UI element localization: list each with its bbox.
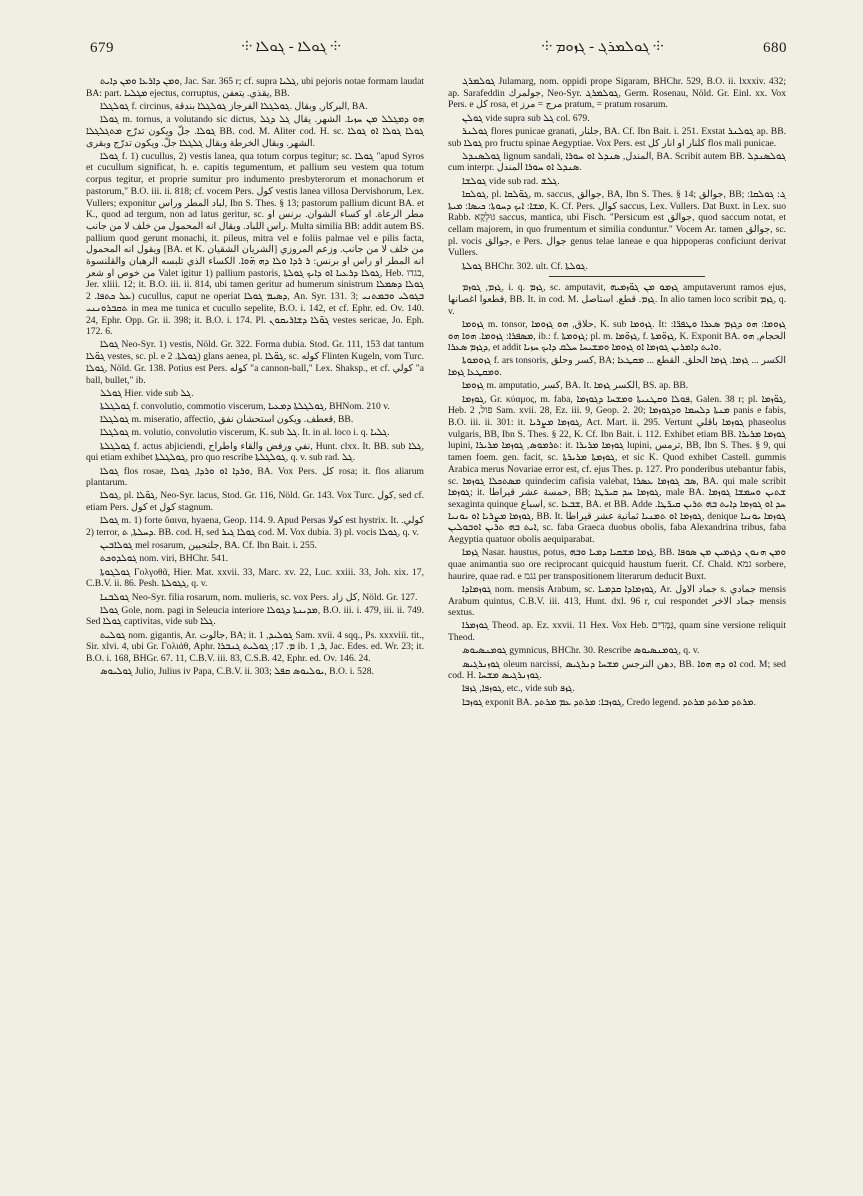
dictionary-entry: ܓܘܠܐ flos rosae, ܘܪܕܐ ܐܘ ܘܪܕܐ, ܓܘܠܐ, BA. Vox Pers. كل rosa; it. flos aliarum plantarum. [86, 465, 424, 489]
section-divider [549, 276, 704, 277]
dictionary-entry: ܓܘܠܩܐ, pl. ܓܘ̈ܠܩܐ, m. saccus, جوالق, BA, Ibn S. Thes. § 14; جوالق, BB; ܓ: ܓܘܠܩܐ: ܡܫܐ: ܐܝܟ ܕܚܘܬܐ: ܟܝܣܐ: ܡܝܬܐ, K. Cf. Pers. كوال saccus, Lex. Vullers. Dat Buxt. in Lex. suo Rabb. גּוּלְקָא saccus, mantica, ubi Fisch. "Persicum est جوالق, quod saccum notat, et cellam majorem, in quo frumentum et similia conduntur." Vocem Ar. tamen جوالق, sc. pl. vocis جوالق, e Pers. جوال genus telae laneae e qua hippoperas conficiunt derivat Vullers. [448, 188, 786, 259]
dictionary-entry: ܓܘܠܬܐ BHChr. 302. ult. Cf. ܓܘܠܬܐ. [462, 260, 588, 272]
dictionary-entry: ܓܘܙܡܐ, Gr. κύαμος, m. faba, ܦܘܠܐ ܘܩܛܢܝܬܐ ܘܡܫܚܐ ܕܓܘܙܡܐ, Galen. 38 r; pl. ܓܘ̈ܙܡܐ, Heb. פול, 2 Sam. xvii. 28, Ez. iii. 9, Geop. 2. 20; ܡܢܬܐ ܕܠܚܡܐ ܘܕܓܘܙܡܐ panis e fabis, B.O. iii. ii. 301: it. ܓܘܙܡܐ ܡܨܪܝܐ, Act. Mart. ii. 295. Vertunt ܓܘܙܡܐ باقلي phaseolus vulgaris, BB, Ibn S. Thes. § 22, K. Cf. Ibn Bait. i. 112. Exhibet etiam BB. ܓܘܙܡܐ ܡܪܝܪܐ lupini, ܬܪܡܘܣ, ܓܘܙܡܐ ܡܪܝܪܐ: it. ܓܘܙܡܐ ܡܪܝܪܐ lupini, ترمس, BB, Ibn S. Thes. § 9, qui tamen foem. gen. facit, sc. ܓܘܙܡܬܐ ܡܪܝܪܬܐ, et sic K. Quod exhibet Castell. gummis Arabica merus Novariae error est, cf. ejus Thes. p. 127. Pro ponderibus utebantur fabis, sc. ܡܣܬܟܠܐ ܓܘܙܡܐ quindecim cafisia valebat, ܣܒ ܓܘܙܡܐ ܥܣܪܐ, BA. qui male scribit ܓܘܙܡܐ; it. خمسة عشر قيراطا, BB; ܓܘܙܡܐ ܚܕ ܩܝܪܛܐ, male BA. ܫܬܝܢ ܘܚܡܫܐ ܓܘܙܡܐ sexaginta quinque اسباع, sc. ܫܒܥܐ, BA. et BB. Adde ܚܕ ܐܘ ܓܘܙܡܐ ܕܐܝܬ ܒܗ ܬܪܝܢ ܩܝܪ̈ܛܐ. ܓܘܙܡܐ ܡܨܪܝܐ ܐܘ ܝܘܢܝܐ, BB. It. ܓܘܙܡܐ ܐܘ ܬܡܢܝܐ ثمانية عشر قيراطا, denique ܓܘܙܡܐ ܝܘܢܝܐ ܐܝܬ ܒܗ ܬܪܝܢ ܐܘܒܘܠܝܢ, sc. faba Graeca duobus obolis, faba Alexandrina tribus, faba Aegyptia quatuor obolis aequiparabat. [448, 393, 786, 546]
left-running-head: ⸭ ܓܘܠܐ - ܓܘܠܐ ⸭ [242, 39, 341, 55]
dictionary-entry: ܓܘܙܢܪܓܝܣ oleum narcissi, دهن النرجس ܡܫܚܐ ܕܢܪܓܝܣ, BB. ܐܘ ܕܗ ܗܘܐ cod. M; sed cod. H. ܓܘܙܢܪܓܝܣ ܡܫܚܐ. [448, 658, 786, 682]
dictionary-entry: ܓܘܠܓܠܬܐ f. convolutio, commotio viscerum, ܓܘܠܓܠܬܐ ܕܡܥܝܐ, BHNom. 210 v. [100, 400, 390, 412]
right-column [448, 76, 786, 1166]
dictionary-entry: ܓܘܠܓܠܬܐ f. actus abjiciendi, نفي ورفض والقاء واطراح, Hunt. clxx. It. BB. sub ܓܠܐ, qui etiam exhibet ܓܘܠܓܠܬܐ, pro quo rescribe ܓܘܠܓܠܬܐ, q. v. sub rad. ܓܠ. [86, 440, 424, 464]
dictionary-entry: ܓܘܠܓܠܐ f. circinus, البركار, وبقال .ܓܘܠܓܠܐ الفرجاز ܓܘܠܓܠܐ بندقة, BA. [100, 100, 368, 112]
dictionary-entry: ܓܘܠܢܪ flores punicae granati, جلنار, BA. Cf. Ibn Bait. i. 251. Exstat ܓܘܠܢܪ ap. BB. sub ܓܘܠܐ pro fructu spinae Aegyptiae. Vox Pers. est كلنار او انار كل flos mali punicae. [448, 125, 786, 149]
dictionary-entry: ܓܘܙܡܪܐ Theod. ap. Ez. xxvii. 11 Hex. Vox Heb. גַּמָּדִים, quam sine versione reliquit Theod. [448, 620, 786, 644]
dictionary-entry: ܓܘܠܐ m. tornus, a volutando sic dictus, ܗܘ ܕܡܓܠܠ ܡܢ ܚܙܝܐ. الشهر. يقال ܓܠ ܕܓܠ ܓܘܠܐ. جلّ ويكون تدرّج ܡܬܓܠܓܠܐ BB. cod. M. Aliter cod. H. sc. ܓܘܠܐ ܓܘܠܐ ܐܘ ܓܘܠܐ الشهر. وبقال الخرطة وبقال ܓܠܓܠܐ جلّ. ويكون تدرّج وبقرى. [86, 114, 424, 149]
dictionary-entry: ܓܙܡܐ Nasar. haustus, potus, ܓܙܡܐ ܡܫܩܝܐ ܕܡܝܐ ܘܒܗ, BB. ܘܡܢ ܗܢܘܢ ܕܓܙܡܝܢ ܡܢ ܣܘܦܐ quae animantia suo ore reciprocant quicquid haustum fuerit. Cf. Chald. גמא sorbere, haurire, quae rad. e נגמ per transpositionem literarum deducit Buxt. [448, 547, 786, 582]
dictionary-entry: ܓܘܙܦܐ, ܓܙܦܐ, etc., vide sub ܓܙܦ. [462, 683, 575, 695]
dictionary-entry: ܓܘܡܢܣܝܘܣ gymnicus, BHChr. 30. Rescribe ܓܘܡܢܣܝܘܣ, q. v. [462, 645, 700, 657]
dictionary-entry: ܓܘܠܡܪܓ Julamarg, nom. oppidi prope Sigaram, BHChr. 529, B.O. ii. lxxxiv. 432; ap. Sarafeddin جولمرك, Neo-Syr. ܓܘܠܡܪܓ, Germ. Rosenau, Nöld. Gr. Einl. xx. Vox Pers. e كل rosa, et مرج = مرز pratum, = pratum rosarum. [448, 76, 786, 111]
dictionary-entry: ܓܙܘܡܘܬܐ f. ars tonsoris, كسر وحلق, BA; الكسر ... ܓܙܡܐ. ܓܙܡܐ الحلق. القطع ... ܡܩܛܥܐ ܘܡܩܛܥܐ ܓܙܡܐ. [448, 355, 786, 379]
dictionary-entry: ܓܘܠܢ vide supra sub ܓܠ col. 679. [462, 112, 590, 124]
dictionary-entry: ܓܘܠܐ Neo-Syr. 1) vestis, Nöld. Gr. 322. Forma dubia. Stod. Gr. 111, 153 dat tantum ܓܘ̈ܠܐ vestes, sc. pl. e ܓܘܠܬܐ. 2) glans aenea, pl. ܓܘ̈ܠܐ, sc. كوله Flinten Kugeln, vom Turc. ܓܘܠܐ, Nöld. Gr. 138. Potius est Pers. كوله "a cannon-ball," Lex. Shaksp., et cf. كولي "a ball, bullet," ib. [86, 339, 424, 386]
dictionary-entry: ܓܘܠܝܘܣ Julio, Julius iv Papa, C.B.V. ii. 303; ܝܘܠܝܘܣ ܩܦܠ, B.O. i. 528. [100, 666, 374, 678]
dictionary-entry: ܓܘܠܓܘܬܐ Γολγοθᾶ, Hier. Mat. xxvii. 33, Marc. xv. 22, Luc. xxiii. 33, Joh. xix. 17, C.B.V. ii. 86. Pesh. ܓܓܘܠܬܐ, q. v. [86, 566, 424, 590]
left-page-number: 679 [90, 40, 114, 56]
dictionary-entry: ܓܘܙܒܐ exponit BA. ܓܘܙܒܐ: ܡܪܬܕ ܥܡ ܡܪܬܕ, Credo legend. ܡܪܬܕ ܡܪܬܕ ܡܪܬܕ. [462, 696, 756, 708]
page-header [62, 36, 801, 62]
right-running-head: ⸭ ܓܘܠܡܪܓ - ܓܙܘܡ ⸭ [542, 39, 664, 55]
dictionary-entry: ܓܘܠܫܐ vide sub rad. ܓܠܫ. [462, 175, 560, 187]
right-page-number: 680 [763, 40, 787, 56]
dictionary-entry: ܓܘܠܓܠܐ m. miseratio, affectio, قعطف. ويكون استحشان نفق, BB. [100, 414, 354, 426]
dictionary-entry: ܓܘܙܡܐܕܐ nom. mensis Arabum, sc. ܓܘܙܡܐܕܐ ܩܕܡܝܐ, Ar. جماد الاول s. جمادي mensis Arabum quintus, C.B.V. iii. 413, Hunt. dxl. 96 r, cui respondet جماد الاخر mensis sextus. [448, 583, 786, 619]
dictionary-entry: ܓܘܠܐ, pl. ܓܘ̈ܠܐ, Neo-Syr. lacus, Stod. Gr. 116, Nöld. Gr. 143. Vox Turc. كول, sed cf. etiam Pers. كول et كول stagnum. [86, 490, 424, 514]
dictionary-entry: ܓܙܘܡܐ m. amputatio, كسر, BA. It. الكسر ܓܙܡܐ, BS. ap. BB. [462, 380, 689, 392]
dictionary-entry: ܓܙܡ, ܓܘܙܡ, i. q. ܓܙܡ, sc. amputavit, ܓܙܡܘ ܡܢ ܓܘ̈ܙܡܝܗ amputaverunt ramos ejus, قطعوا اغصانها, BB. It. in cod. M. ܓܙܡ. قطع. استاصل. In alio tamen loco scribit ܓܙܡ, q. v. [448, 282, 786, 317]
dictionary-entry: ܓܘܠܠ Hier. vide sub ܓܠ. [100, 387, 194, 399]
dictionary-entry: ܓܘܠܒܢܐ Neo-Syr. filia rosarum, nom. mulieris, sc. vox Pers. كل زاد, Nöld. Gr. 127. [100, 591, 418, 603]
dictionary-entry: ܓܘܠܣܢܕܠ lignum sandali, المندل, ܣܢܕܠ ܐܘ ܚܘܪܐ, BA. Scribit autem BB. ܓܘܠܣܢܕܠ cum interpr. ܣܢܕܠ ܐܘ ܚܘܪܐ المندل. [448, 150, 786, 174]
dictionary-entry: ܓܘܠܕܘܟܬ nom. viri, BHChr. 541. [100, 553, 229, 565]
dictionary-entry: ܓܘܠܝܬ nom. gigantis, Ar. جالوت, BA; it. ܓܘܠܝܕ, 1 Sam. xvii. 4 sqq., Ps. xxxviii. tit., Sir. xlvi. 4, ubi Gr. Γολιάθ, Aphr. ܡ. 17; ܓܘܠܝܬ ܓܢܒܪܐ ib. ܪ, 1, Jac. Edes. ed. Wr. 23; it. B.O. i. 168, BHGr. 67. 11, C.B.V. iii. 83, C.S.B. 42, Ephr. ed. Ov. 146. 24. [86, 629, 424, 665]
dictionary-entry: ܓܘܠܓܠܐ m. volutio, convolutio viscerum, K. sub ܓܠ. It. in al. loco i. q. ܓܠܝܐ. [100, 427, 390, 439]
dictionary-entry: ܘܡܢ ܕܐܪܥܐ ܘܡܢ ܕܐܝܬ, Jac. Sar. 365 r; cf. supra ܓܠܝܐ, ubi pejoris notae formam laudat BA: part. ܡܓܠܝܐ ejectus, corruptus, يقذي. يتعفن, BB. [86, 76, 424, 99]
dictionary-entry: ܓܙܘܡܐ m. tonsor, حلاق, ܗܘ ܓܙܘܡܐ, K. sub ܓܙܘܡܐ. It: ܓܙܘܡܐ: ܗܘ ܕܓܙܡ ܣܥܪܐ ܘܛܦܪ̈ܐ: ܡܣܦܪܐ: ܓܙܘܡܐ. ܗܘܐ ܗܘ, ib.: f. ܓܙܘܡܬܐ; pl. m. ܓܙܘ̈ܡܐ, f. ܓܙܘ̈ܡܬܐ, K. Exponit BA. الحجام, ܗܘ ܕܓܙܡ ܣܥܪܐ, et addit ܘܐܝܬ ܕܐܡܪܝܢ ܓܘܙܡܐ ܐܘ ܓܙܘܡܐ ܘܡܫܝܚܐ ܚܠܩ ܕܐܝܟ ܚܙܝܐ. [448, 318, 786, 354]
left-column [86, 76, 424, 1166]
dictionary-entry: ܓܘܠܐ Gole, nom. pagi in Seleucia interiore ܡܕܝܢܬܐ ܕܓܘܠܐ, B.O. iii. i. 479, iii. ii. 749. Sed ܓܘܠܐ captivitas, vide sub ܓܠܐ. [86, 604, 424, 628]
dictionary-entry: ܓܘܠܐ f. 1) cucullus, 2) vestis lanea, qua totum corpus tegitur; sc. ܓܘܠܐ "apud Syros et cucullum significat, h. e. capitis tegumentum, et pallium seu vestem qua totum corpus tegitur, et proprie sumitur pro indumento presbyterorum et monachorum et pastorum," B.O. iii. ii. 818; cf. vocem Pers. كول vestis lanea villosa Dervishorum, Lex. Vullers; exponitur لباد المطر وراس, Ibn S. Thes. § 13; pastorum pallium dicunt BA. et K., quod ad tergum, non ad latus geritur, sc. مطر الرعاة. او كساء الشوان. برنس او راس اللباد. ويقال انه المحمول من خلف لا من جانب. Multa similia BB: addit autem BS. pallium quod gerunt monachi, it. pileus, mitra vel e foliis palmae vel e pilis facta, ويقول انه المحمول [BA. et K. الشريان الشقيان] من خلف لا من جانب. وزعم المروزي انه المطر او راس او برنس: ܪ ܪܕܐ ܘܠܐ ܕܗ ܗ̈ܘܐ. الكساء الذي تلبسه الرهبان والقلنسوة من خوص او شعر Valet igitur 1) pallium pastoris, ܓܘܠܐ ܕܪܥܝܐ ܐܘ ܕܐܝܟ ܓܘܠܬܐ, Heb. בגדו, Jer. xliii. 12; it. B.O. iii. ii. 814, ubi tamen geritur ad humerum sinistrum ܓܘܠܐ ܕܣܡܠܐ ܥܠ ܟܬܦܐ. 2) cucullus, caput ne operiat ܕܣܝܡ ܓܘܠܐ, An. Syr. 131. 3; ܒܓܘܠܝ ܘܒܡܬܢܝ ܬܩܒܪܘܢܢܝ in mea me tunica et cucullo sepelite, B.O. i. 142, et cf. Ephr. ed. Ov. 140. 24, Ephr. Opp. Gr. ii. 398; it. B.O. i. 174. Pl. ܓܘ̈ܠܐ ܕܫܐܪܝܩܘܢ vestes sericae, Jo. Eph. 172. 6. [86, 150, 424, 338]
dictionary-entry: ܓܘܠܐ m. 1) forte ὕαινα, hyaena, Geop. 114. 9. Apud Persas كولا est hystrix. It. كولي. 2) terror, ܕܚܠܬܐ, ܬ. BB. cod. H, sed ܓܘܠܐ ܓܝܪ cod. M. Vox dubia. 3) pl. vocis ܓܘܠܐ, q. v. [86, 515, 424, 539]
page-columns [86, 76, 786, 1166]
dictionary-entry: ܓܘܠܐܒܝܢ mel rosarum, جلنجبين, BA. Cf. Ibn Bait. i. 255. [100, 540, 317, 552]
